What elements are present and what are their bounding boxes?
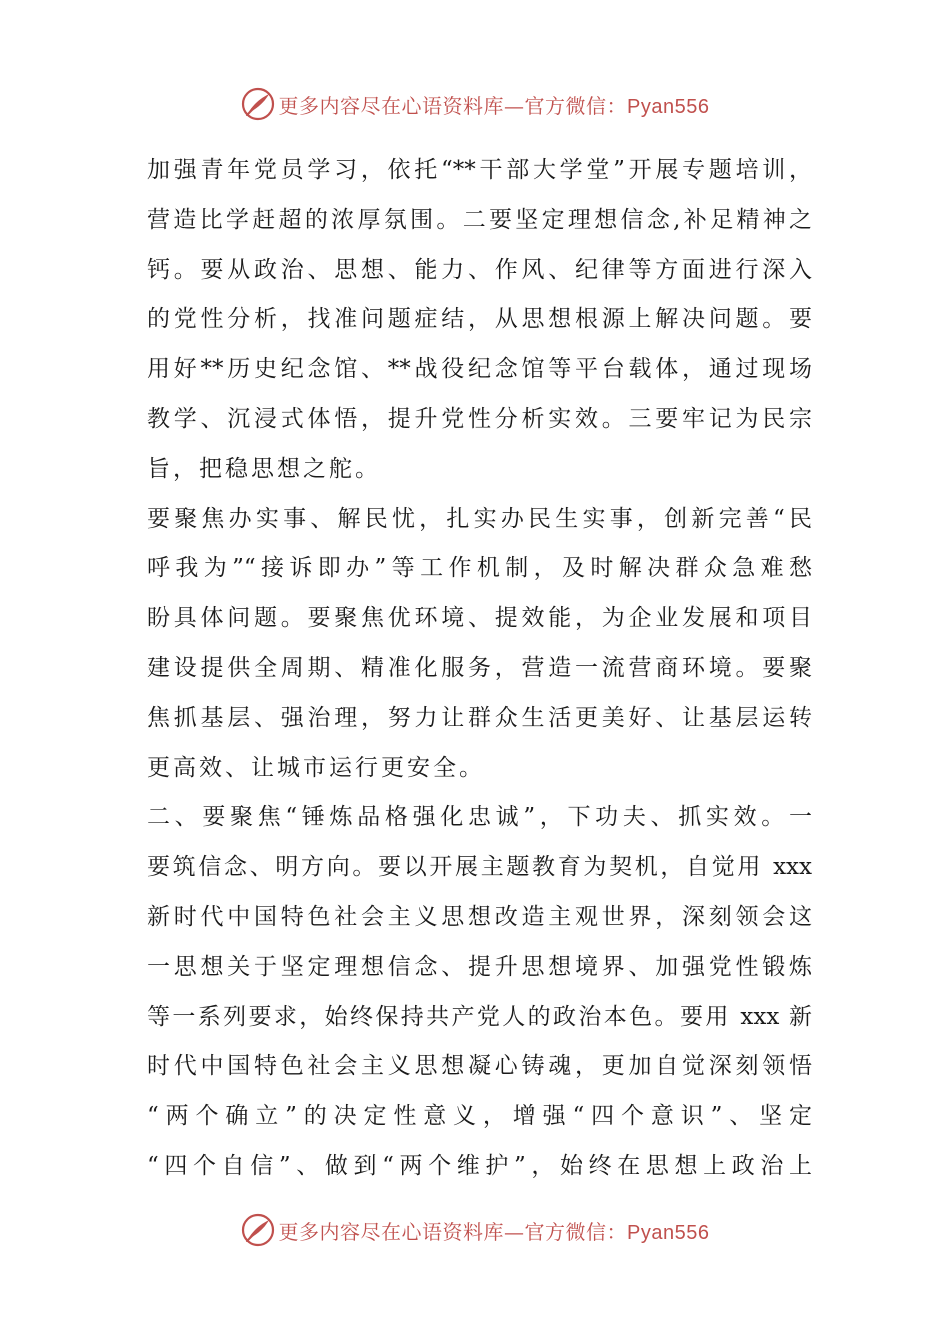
wechat-id: Pyan556 [627,95,710,118]
text-line: 营造比学赶超的浓厚氛围。二要坚定理想信念,补足精神之 [147,206,812,233]
wechat-id: Pyan556 [627,1221,710,1244]
text-line: 等一系列要求，始终保持共产党人的政治本色。要用 xxx 新 [147,1003,812,1030]
text-line: 二、要聚焦“锤炼品格强化忠诚”，下功夫、抓实效。一 [147,804,812,831]
text-line: 的党性分析，找准问题症结，从思想根源上解决问题。要 [147,306,812,333]
quill-logo-icon [241,87,275,121]
quill-logo-icon [241,1213,275,1247]
text-line: 用好**历史纪念馆、**战役纪念馆等平台载体，通过现场 [147,356,812,383]
text-line: 盼具体问题。要聚焦优环境、提效能，为企业发展和项目 [147,605,812,632]
text-line: 建设提供全周期、精准化服务，营造一流营商环境。要聚 [147,654,812,681]
banner-text: 更多内容尽在心语资料库—官方微信：Pyan556 [278,1219,710,1244]
text-line: “四个自信”、做到“两个维护”，始终在思想上政治上 [147,1152,812,1179]
text-line: 钙。要从政治、思想、能力、作风、纪律等方面进行深入 [147,256,812,283]
text-line: 教学、沉浸式体悟，提升党性分析实效。三要牢记为民宗 [147,405,812,432]
text-line: 呼我为”“接诉即办”等工作机制，及时解决群众急难愁 [147,555,812,582]
text-line: 新时代中国特色社会主义思想改造主观世界，深刻领会这 [147,903,812,930]
text-line: 旨，把稳思想之舵。 [147,455,381,482]
text-line: 一思想关于坚定理想信念、提升思想境界、加强党性锻炼 [147,953,812,980]
banner-text: 更多内容尽在心语资料库—官方微信：Pyan556 [278,93,710,118]
footer-banner [0,1210,950,1250]
text-line: 时代中国特色社会主义思想凝心铸魂，更加自觉深刻领悟 [147,1053,812,1080]
text-line: 要筑信念、明方向。要以开展主题教育为契机，自觉用 xxx [147,854,812,881]
text-line: 加强青年党员学习，依托“**干部大学堂”开展专题培训， [147,157,812,183]
header-banner [0,84,950,124]
document-body [147,146,812,1192]
text-line: 焦抓基层、强治理，努力让群众生活更美好、让基层运转 [147,704,812,731]
text-line: 更高效、让城市运行更安全。 [147,754,485,781]
text-line: 要聚焦办实事、解民忧，扎实办民生实事，创新完善“民 [147,505,812,532]
text-line: “两个确立”的决定性意义，增强“四个意识”、坚定 [147,1103,812,1130]
